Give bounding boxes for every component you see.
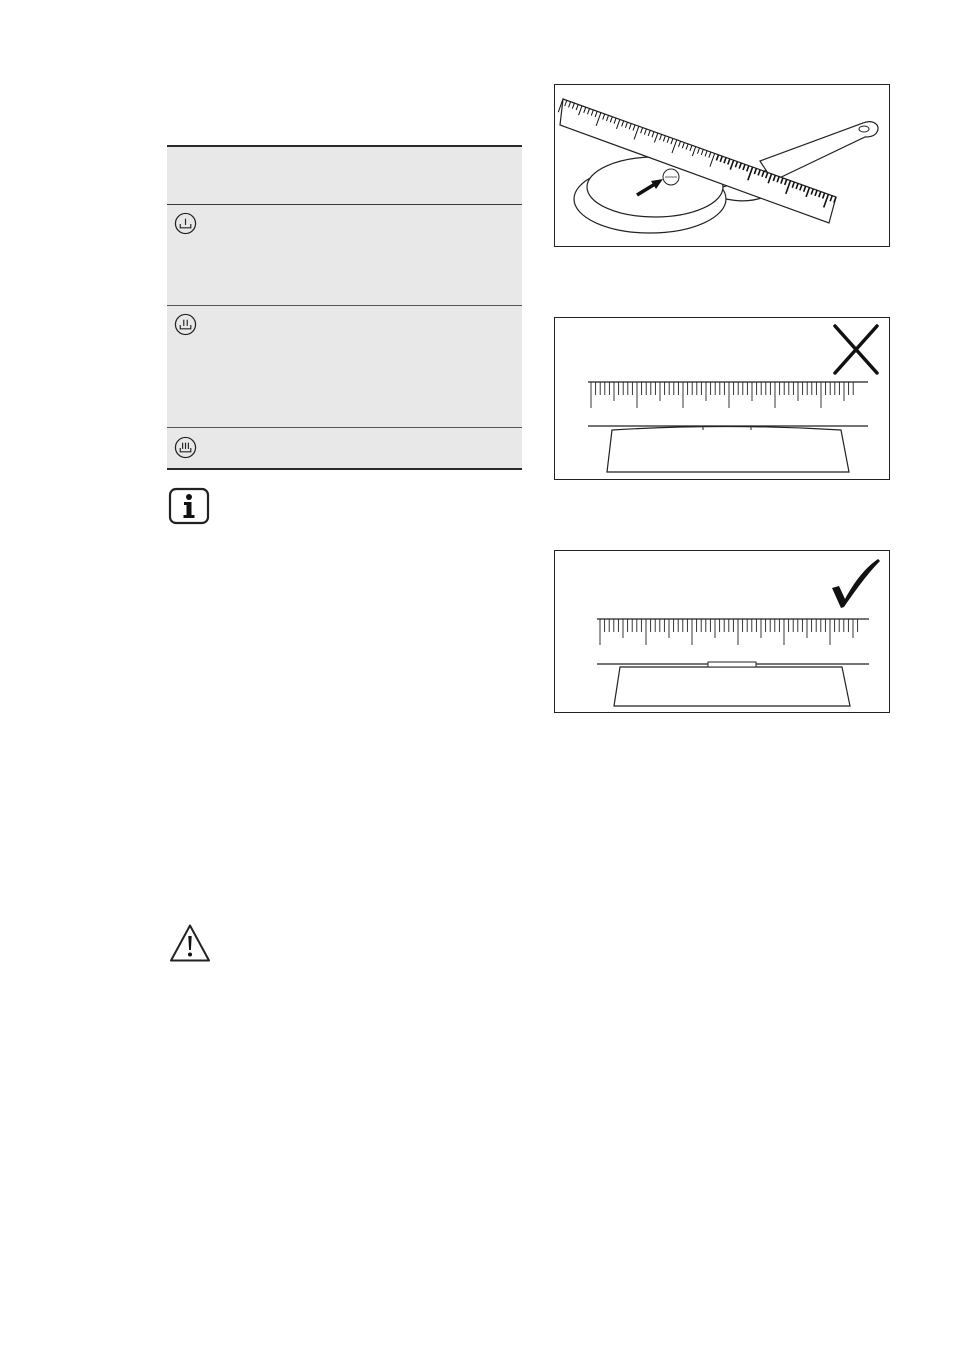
figure-concave-base-incorrect <box>554 317 890 480</box>
pan-heat-table <box>167 145 522 470</box>
table-row <box>167 428 522 470</box>
warning-triangle-icon <box>168 922 212 964</box>
figure-ruler-on-pan <box>554 84 890 247</box>
cross-icon <box>835 326 877 373</box>
table-row <box>167 205 522 306</box>
table-row <box>167 306 522 428</box>
figure-flat-base-correct <box>554 550 890 713</box>
table-header-row <box>167 147 522 205</box>
info-icon <box>168 487 210 525</box>
ruler-ticks <box>600 619 858 645</box>
pan-high-heat-icon <box>174 436 197 459</box>
ruler-ticks <box>591 382 853 408</box>
flat-base-illustration <box>555 551 889 712</box>
pan-medium-heat-icon <box>174 313 197 336</box>
pan-low-heat-icon <box>174 212 197 235</box>
concave-base-illustration <box>555 318 889 479</box>
checkmark-icon <box>832 559 880 608</box>
ruler-on-pan-illustration <box>555 85 889 246</box>
